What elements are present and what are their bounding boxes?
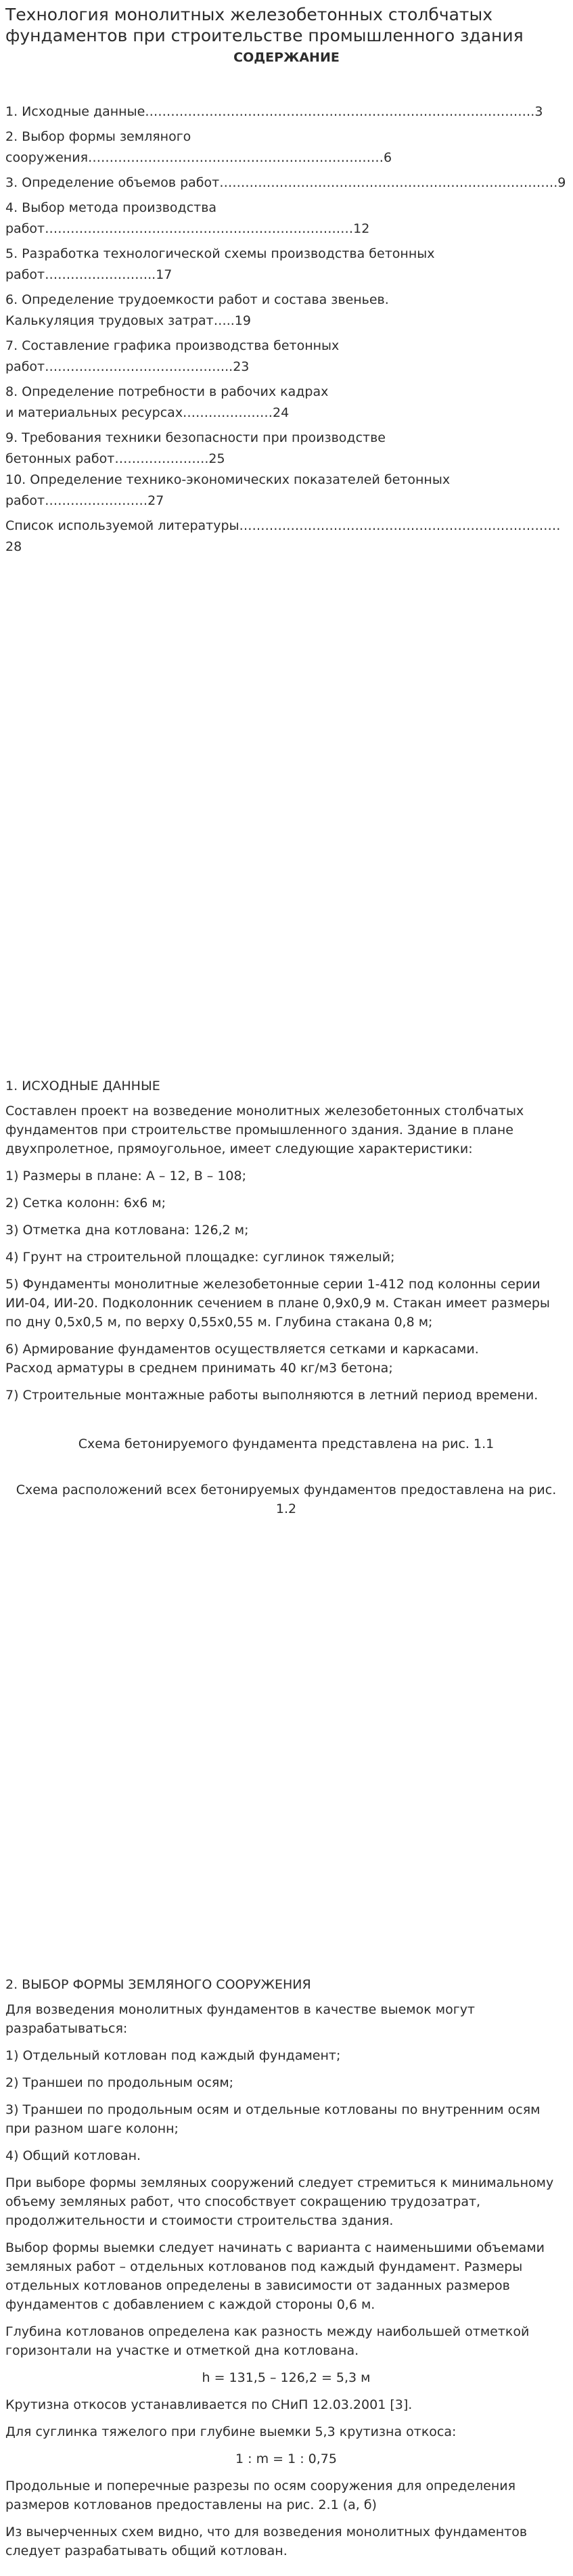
paragraph: Из вычерченных схем видно, что для возведения монолитных фундаментов следует разрабатывать общий котлован. <box>5 2525 528 2558</box>
toc-item: 6. Определение трудоемкости работ и состава звеньев. Калькуляция трудовых затрат…..19 <box>5 292 389 328</box>
toc-item: 10. Определение технико-экономических показателей бетонных работ……………………27 <box>5 472 451 508</box>
list-item: 4) Общий котлован. <box>5 2148 141 2163</box>
paragraph: Продольные и поперечные разрезы по осям сооружения для определения размеров котлованов предоставлены на рис. 2.1 (а, б) <box>5 2479 516 2512</box>
figure-reference: Схема бетонируемого фундамента представлена на рис. 1.1 <box>78 1437 495 1451</box>
table-of-contents <box>5 101 567 558</box>
toc-item: Список используемой литературы…………………………………………………………………28 <box>5 518 561 554</box>
section-excavation-form <box>5 1976 567 2569</box>
toc-item: 8. Определение потребности в рабочих кадрах и материальных ресурсах…………………24 <box>5 384 329 420</box>
list-item: 2) Сетка колонн: 6х6 м; <box>5 1196 166 1211</box>
toc-item: 1. Исходные данные……………………………………………………………………………….3 <box>5 104 543 119</box>
list-item: 2) Траншеи по продольным осям; <box>5 2075 234 2090</box>
list-item: 1) Размеры в плане: А – 12, В – 108; <box>5 1169 246 1183</box>
figure-reference: Схема расположений всех бетонируемых фундаментов предоставлена на рис. 1.2 <box>16 1483 557 1516</box>
toc-item: 5. Разработка технологической схемы производства бетонных работ……………………..17 <box>5 246 435 282</box>
section-title: 1. ИСХОДНЫЕ ДАННЫЕ <box>5 1079 160 1093</box>
list-item: 3) Траншеи по продольным осям и отдельные котлованы по внутренним осям при разном шаге колонн; <box>5 2102 541 2136</box>
paragraph: Для возведения монолитных фундаментов в качестве выемок могут разрабатываться: <box>5 2002 476 2036</box>
list-item: 1) Отдельный котлован под каждый фундамент; <box>5 2048 341 2063</box>
paragraph: Глубина котлованов определена как разность между наибольшей отметкой горизонтали на участке и отметкой дна котлована. <box>5 2324 530 2358</box>
list-item: 6) Армирование фундаментов осуществляется сетками и каркасами. Расход арматуры в среднем принимать 40 кг/м3 бетона; <box>5 1342 479 1376</box>
formula: 1 : m = 1 : 0,75 <box>235 2451 337 2466</box>
toc-heading: СОДЕРЖАНИЕ <box>233 50 340 65</box>
formula: h = 131,5 – 126,2 = 5,3 м <box>202 2370 371 2385</box>
toc-item: 7. Составление графика производства бетонных работ……………………………………..23 <box>5 338 340 374</box>
paragraph: При выборе формы земляных сооружений следует стремиться к минимальному объему земляных работ, что способствует сокращению трудозатрат, продолжительности и стоимости строительства здания. <box>5 2175 554 2228</box>
list-item: 5) Фундаменты монолитные железобетонные серии 1-412 под колонны серии ИИ-04, ИИ-20. Подколонник сечением в плане 0,9х0,9 м. Стакан имеет размеры по дну 0,5х0,5 м, по верху 0,55х0,55 м. Глубина стакана 0,8 м; <box>5 1277 550 1330</box>
paragraph: Крутизна откосов устанавливается по СНиП 12.03.2001 [3]. <box>5 2397 413 2412</box>
toc-item: 9. Требования техники безопасности при производстве бетонных работ………………….25 <box>5 430 386 466</box>
list-item: 7) Строительные монтажные работы выполняются в летний период времени. <box>5 1388 538 1403</box>
section-source-data <box>5 1077 567 1527</box>
list-item: 4) Грунт на строительной площадке: суглинок тяжелый; <box>5 1250 395 1265</box>
paragraph: Выбор формы выемки следует начинать с варианта с наименьшими объемами земляных работ – отдельных котлованов под каждый фундамент. Размеры отдельных котлованов определены в зависимости от заданных размеров фундаментов с добавлением с каждой стороны 0,6 м. <box>5 2240 545 2312</box>
page-title: Технология монолитных железобетонных столбчатых фундаментов при строительстве промышленного здания <box>5 5 524 45</box>
paragraph: Составлен проект на возведение монолитных железобетонных столбчатых фундаментов при строительстве промышленного здания. Здание в плане двухпролетное, прямоугольное, имеет следующие характеристики: <box>5 1104 524 1156</box>
paragraph: Для суглинка тяжелого при глубине выемки 5,3 крутизна откоса: <box>5 2424 457 2439</box>
toc-item: 3. Определение объемов работ…………………………………………………………………….9 <box>5 175 566 190</box>
section-title: 2. ВЫБОР ФОРМЫ ЗЕМЛЯНОГО СООРУЖЕНИЯ <box>5 1977 311 1992</box>
toc-item: 4. Выбор метода производства работ………………………………………………………………12 <box>5 200 370 236</box>
list-item: 3) Отметка дна котлована: 126,2 м; <box>5 1223 249 1238</box>
toc-item: 2. Выбор формы земляного сооружения……………………………………………………………6 <box>5 129 392 165</box>
